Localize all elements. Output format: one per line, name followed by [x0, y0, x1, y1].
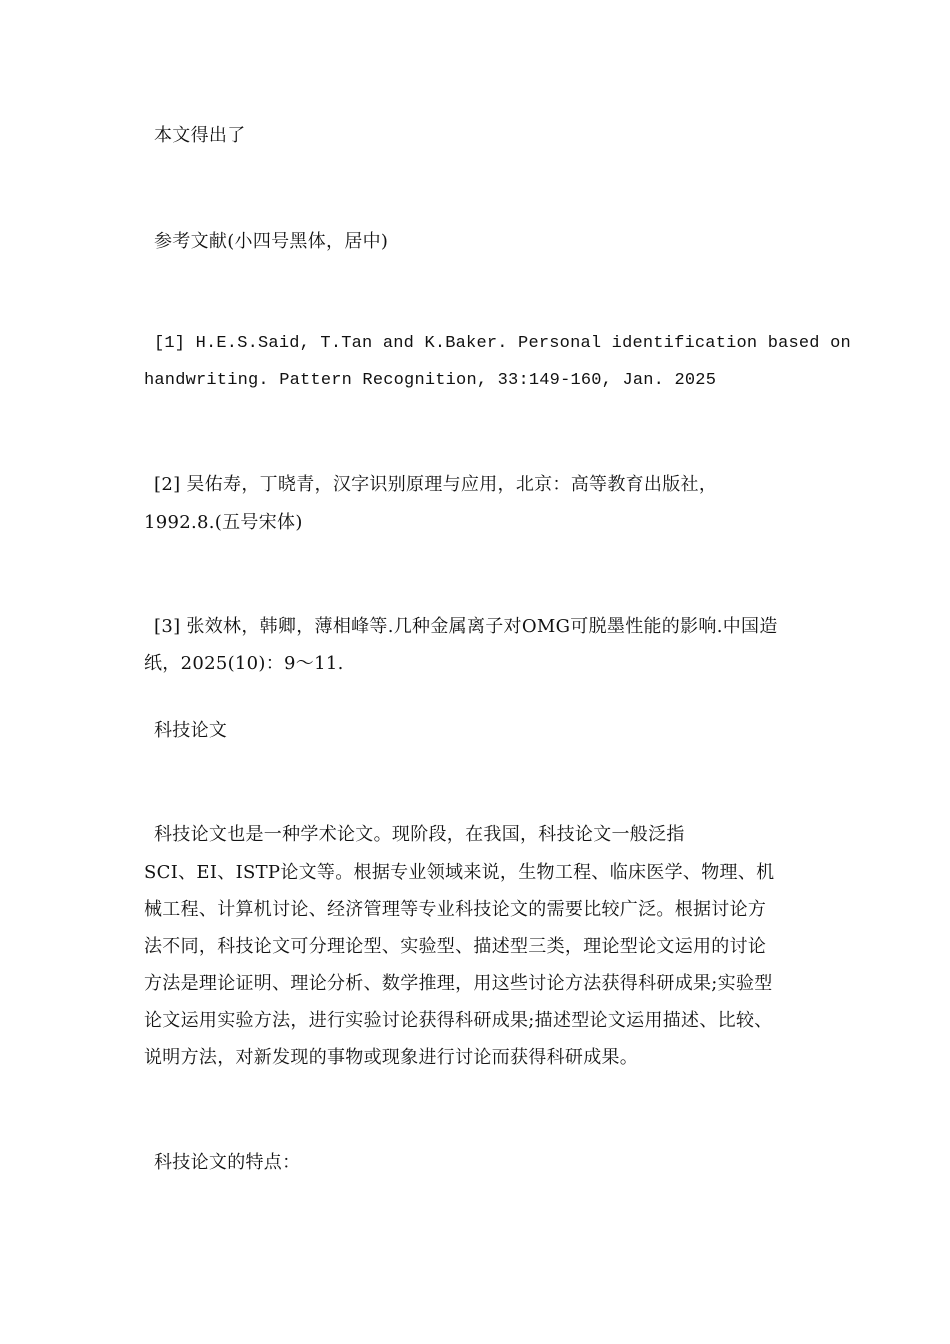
- reference-1-line-2: handwriting. Pattern Recognition, 33:149-160, Jan. 2025: [144, 371, 717, 390]
- body-paragraph-line: 法不同，科技论文可分理论型、实验型、描述型三类，理论型论文运用的讨论: [144, 936, 767, 957]
- reference-3-line-2: 纸，2025(10)：9～11.: [144, 653, 344, 674]
- body-paragraph-line: 械工程、计算机讨论、经济管理等专业科技论文的需要比较广泛。根据讨论方: [144, 899, 767, 920]
- reference-1-line-1: [1] H.E.S.Said, T.Tan and K.Baker. Personal identification based on: [154, 334, 851, 353]
- reference-2-line-2: 1992.8.(五号宋体): [144, 512, 303, 533]
- body-paragraph-line: SCI、EI、ISTP论文等。根据专业领域来说，生物工程、临床医学、物理、机: [144, 862, 775, 883]
- section-title: 科技论文: [154, 720, 228, 741]
- paragraph-conclusion: 本文得出了: [154, 125, 246, 146]
- body-paragraph-line: 说明方法，对新发现的事物或现象进行讨论而获得科研成果。: [144, 1047, 639, 1068]
- references-heading: 参考文献(小四号黑体，居中): [154, 231, 389, 252]
- body-paragraph-line: 论文运用实验方法，进行实验讨论获得科研成果;描述型论文运用描述、比较、: [144, 1010, 773, 1031]
- body-paragraph-line: 科技论文也是一种学术论文。现阶段，在我国，科技论文一般泛指: [154, 824, 685, 845]
- features-heading: 科技论文的特点：: [154, 1152, 301, 1173]
- reference-2-line-1: [2] 吴佑寿，丁晓青，汉字识别原理与应用，北京：高等教育出版社，: [154, 474, 718, 495]
- body-paragraph-line: 方法是理论证明、理论分析、数学推理，用这些讨论方法获得科研成果;实验型: [144, 973, 773, 994]
- reference-3-line-1: [3] 张效林，韩卿，薄相峰等.几种金属离子对OMG可脱墨性能的影响.中国造: [154, 616, 778, 637]
